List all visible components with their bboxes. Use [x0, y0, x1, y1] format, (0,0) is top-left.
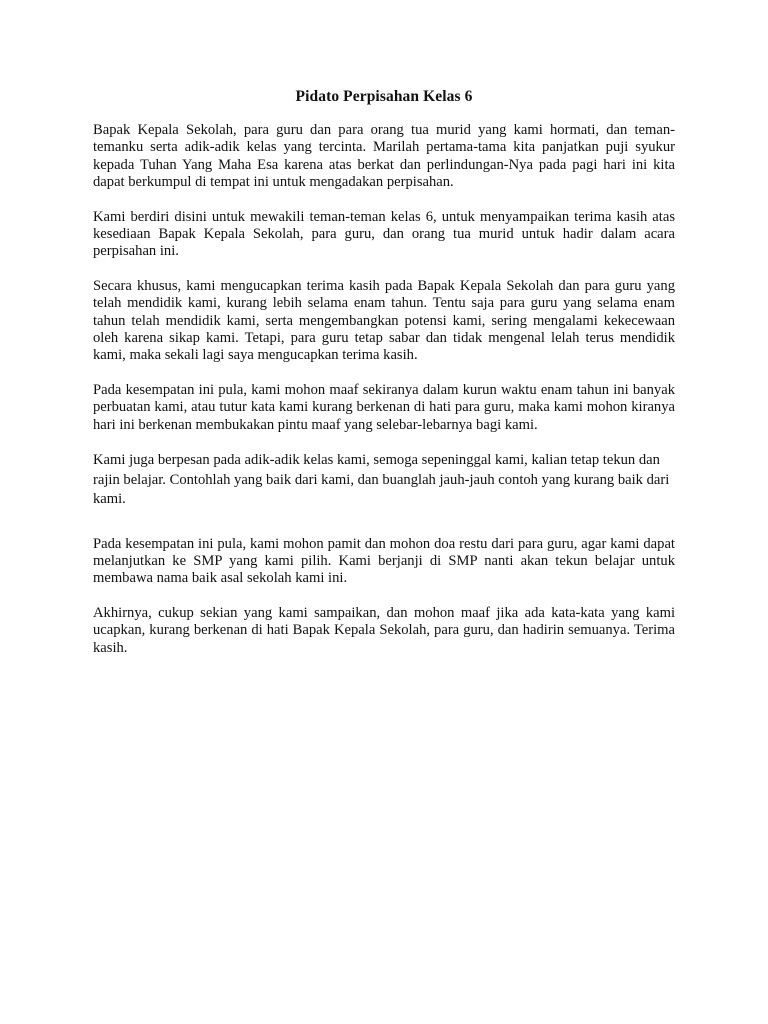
paragraph-message-juniors: Kami juga berpesan pada adik-adik kelas kami, semoga sepeninggal kami, kalian tetap tekun dan rajin belajar. Contohlah yang baik dari kami, dan buanglah jauh-jauh contoh yang kurang baik dari kami.	[93, 452, 670, 508]
document-body	[93, 122, 675, 674]
paragraph-closing: Akhirnya, cukup sekian yang kami sampaikan, dan mohon maaf jika ada kata-kata yang kami ucapkan, kurang berkenan di hati Bapak Kepala Sekolah, para guru, dan hadirin semuanya. Terima kasih.	[93, 604, 675, 656]
paragraph-apology: Pada kesempatan ini pula, kami mohon maaf sekiranya dalam kurun waktu enam tahun ini banyak perbuatan kami, atau tutur kata kami kurang berkenan di hati para guru, maka kami mohon kiranya hari ini berkenan membukakan pintu maaf yang selebar-lebarnya bagi kami.	[93, 381, 675, 433]
paragraph-gratitude: Secara khusus, kami mengucapkan terima kasih pada Bapak Kepala Sekolah dan para guru yang telah mendidik kami, kurang lebih selama enam tahun. Tentu saja para guru yang selama enam tahun telah mendidik kami, serta mengembangkan potensi kami, sering mengalami kekecewaan oleh karena sikap kami. Tetapi, para guru tetap sabar dan tidak mengenal lelah terus mendidik kami, maka sekali lagi saya mengucapkan terima kasih.	[93, 277, 675, 364]
paragraph-greeting: Bapak Kepala Sekolah, para guru dan para orang tua murid yang kami hormati, dan teman-temanku serta adik-adik kelas yang tercinta. Marilah pertama-tama kita panjatkan puji syukur kepada Tuhan Yang Maha Esa karena atas berkat dan perlindungan-Nya pada pagi hari ini kita dapat berkumpul di tempat ini untuk mengadakan perpisahan.	[93, 122, 675, 191]
document-title: Pidato Perpisahan Kelas 6	[295, 88, 473, 105]
paragraph-representation: Kami berdiri disini untuk mewakili teman-teman kelas 6, untuk menyampaikan terima kasih atas kesediaan Bapak Kepala Sekolah, para guru, dan orang tua murid untuk hadir dalam acara perpisahan ini.	[93, 208, 675, 260]
paragraph-farewell: Pada kesempatan ini pula, kami mohon pamit dan mohon doa restu dari para guru, agar kami dapat melanjutkan ke SMP yang kami pilih. Kami berjanji di SMP nanti akan tekun belajar untuk membawa nama baik asal sekolah kami ini.	[93, 535, 675, 587]
